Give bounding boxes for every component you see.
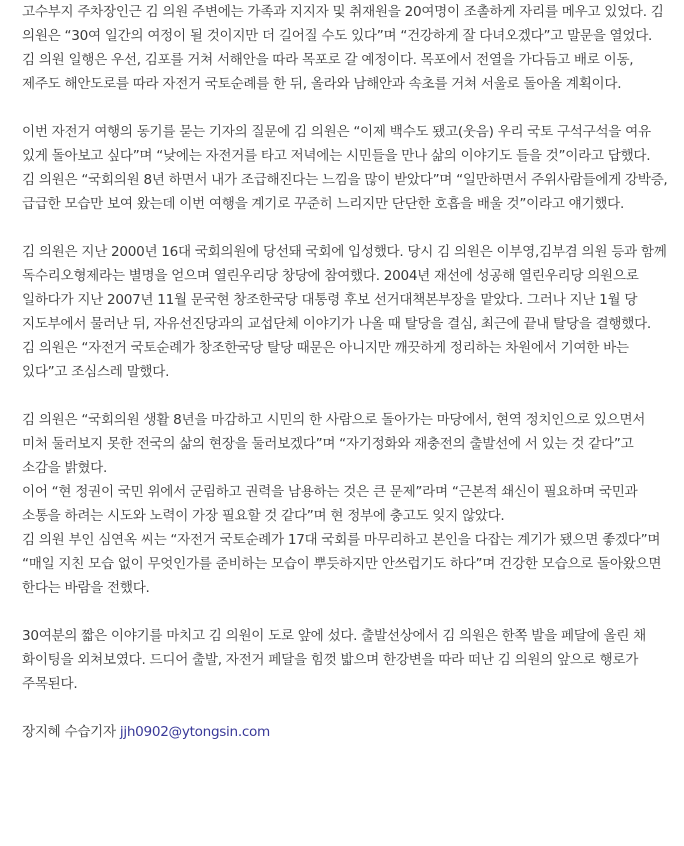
paragraph-spacer <box>22 96 672 120</box>
byline-email[interactable]: jjh0902@ytongsin.com <box>119 724 270 740</box>
paragraph-spacer <box>22 216 672 240</box>
paragraph-impressions: 김 의원은 “국회의원 생활 8년을 마감하고 시민의 한 사람으로 돌아가는 마당에서, 현역 정치인으로 있으면서 미처 둘러보지 못한 전국의 삶의 현장을 둘러보겠다”며 “자기정화와 재충전의 출발선에 서 있는 것 같다”고 소감을 밝혔다. <box>22 412 646 476</box>
paragraph-advice: 이어 “현 정권이 국민 위에서 군림하고 권력을 남용하는 것은 큰 문제”라며 “근본적 쇄신이 필요하며 국민과 소통을 하려는 시도와 노력이 가장 필요할 것 같다”며 현 정부에 충고도 잊지 않았다. <box>22 484 638 524</box>
paragraph-spacer <box>22 696 672 720</box>
paragraph-gathering: 고수부지 주차장인근 김 의원 주변에는 가족과 지지자 및 취재원을 20여명이 조촐하게 자리를 메우고 있었다. 김 의원은 “30여 일간의 여정이 될 것이지만 더 길어질 수도 있다”며 “건강하게 잘 다녀오겠다”고 말문을 열었다. <box>22 4 664 44</box>
paragraph-route-plan: 김 의원 일행은 우선, 김포를 거쳐 서해안을 따라 목포로 갈 예정이다. 목포에서 전열을 가다듬고 배로 이동, 제주도 해안도로를 따라 자전거 국토순례를 한 뒤, 올라와 남해안과 속초를 거쳐 서울로 돌아올 계획이다. <box>22 52 634 92</box>
byline-author: 장지혜 수습기자 <box>22 724 116 740</box>
paragraph-motivation: 이번 자전거 여행의 동기를 묻는 기자의 질문에 김 의원은 “이제 백수도 됐고(웃음) 우리 국토 구석구석을 여유 있게 돌아보고 싶다”며 “낮에는 자전거를 타고 저녁에는 시민들을 만나 삶의 이야기도 들을 것”이라고 답했다. <box>22 124 651 164</box>
paragraph-departure: 30여분의 짧은 이야기를 마치고 김 의원이 도로 앞에 섰다. 출발선상에서 김 의원은 한쪽 발을 페달에 올린 채 화이팅을 외쳐보였다. 드디어 출발, 자전거 페달을 힘껏 밟으며 한강변을 따라 떠난 김 의원의 앞으로 행로가 주목된다. <box>22 628 646 692</box>
paragraph-spacer <box>22 600 672 624</box>
paragraph-reflection: 김 의원은 “국회의원 8년 하면서 내가 조급해진다는 느낌을 많이 받았다”며 “일만하면서 주위사람들에게 강박증, 급급한 모습만 보여 왔는데 이번 여행을 계기로 꾸준히 느리지만 단단한 호흡을 배울 것”이라고 얘기했다. <box>22 172 668 212</box>
byline <box>22 720 672 744</box>
paragraph-spouse: 김 의원 부인 심연옥 씨는 “자전거 국토순례가 17대 국회를 마무리하고 본인을 다잡는 계기가 됐으면 좋겠다”며 “매일 지친 모습 없이 무엇인가를 준비하는 모습이 뿌듯하지만 안쓰럽기도 하다”며 건강한 모습으로 돌아왔으면 한다는 바람을 전했다. <box>22 532 662 596</box>
paragraph-spacer <box>22 384 672 408</box>
paragraph-career: 김 의원은 지난 2000년 16대 국회의원에 당선돼 국회에 입성했다. 당시 김 의원은 이부영,김부겸 의원 등과 함께 독수리오형제라는 별명을 얻으며 열린우리당 창당에 참여했다. 2004년 재선에 성공해 열린우리당 의원으로 일하다가 지난 2007년 11월 문국현 창조한국당 대통령 후보 선거대책본부장을 맡았다. 그러나 지난 1월 당 지도부에서 물러난 뒤, 자유선진당과의 교섭단체 이야기가 나올 때 탈당을 결심, 최근에 끝내 탈당을 결행했다. <box>22 244 667 332</box>
article-body <box>22 0 672 744</box>
paragraph-party-exit: 김 의원은 “자전거 국토순례가 창조한국당 탈당 때문은 아니지만 깨끗하게 정리하는 차원에서 기여한 바는 있다”고 조심스레 말했다. <box>22 340 629 380</box>
